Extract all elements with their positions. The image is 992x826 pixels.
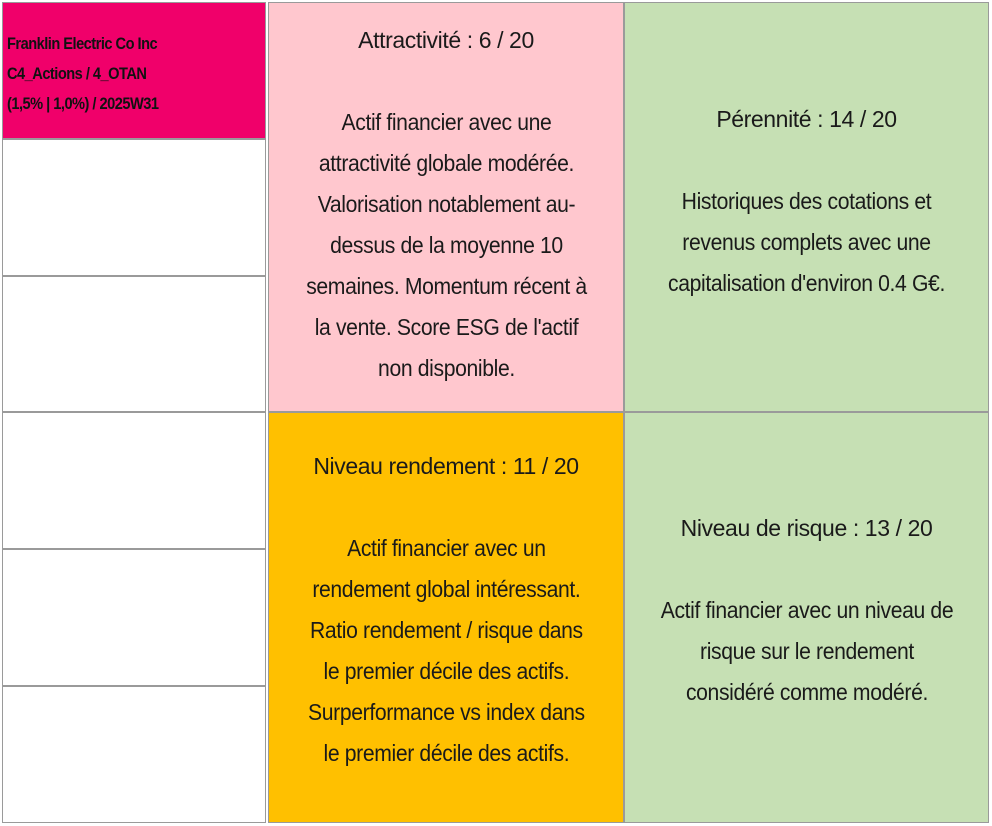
rendement-line: le premier décile des actifs. [323,739,569,766]
empty-cell [2,686,266,823]
attractivite-heading: Attractivité : 6 / 20 [358,26,534,53]
asset-category: C4_Actions / 4_OTAN [7,64,147,83]
rendement-line: Actif financier avec un [346,534,546,561]
perennite-line: Historiques des cotations et [681,187,932,214]
rendement-description [308,528,585,774]
risque-heading: Niveau de risque : 13 / 20 [680,515,933,541]
rendement-heading: Niveau rendement : 11 / 20 [313,452,579,479]
attractivite-description [306,102,587,389]
asset-weights-period: (1,5% | 1,0%) / 2025W31 [7,94,159,113]
risque-line: risque sur le rendement [699,638,914,664]
attractivite-line: non disponible. [377,354,515,381]
attractivite-line: Valorisation notablement au- [317,190,575,217]
asset-name: Franklin Electric Co Inc [7,34,158,53]
empty-cell [2,139,266,276]
rendement-line: rendement global intéressant. [311,575,581,602]
attractivite-line: semaines. Momentum récent à [305,272,587,299]
perennite-line: revenus complets avec une [682,228,931,255]
attractivite-line: Actif financier avec une [341,108,551,135]
attractivite-line: attractivité globale modérée. [318,149,574,176]
risque-line: Actif financier avec un niveau de [660,597,953,623]
attractivite-line: la vente. Score ESG de l'actif [314,313,578,340]
attractivite-line: dessus de la moyenne 10 [329,231,563,258]
attractivite-cell [268,2,624,412]
asset-title-cell [2,2,266,139]
rendement-line: Surperformance vs index dans [307,698,585,725]
perennite-cell [624,2,989,412]
perennite-line: capitalisation d'environ 0.4 G€. [668,269,945,296]
risque-description [660,590,953,713]
empty-cell [2,412,266,549]
empty-cell [2,276,266,412]
rendement-line: Ratio rendement / risque dans [309,616,583,643]
risque-cell [624,412,989,823]
empty-cell [2,549,266,686]
rendement-cell [268,412,624,823]
risque-line: considéré comme modéré. [685,679,928,705]
perennite-heading: Pérennité : 14 / 20 [716,105,897,132]
perennite-description [668,181,945,304]
rendement-line: le premier décile des actifs. [323,657,569,684]
